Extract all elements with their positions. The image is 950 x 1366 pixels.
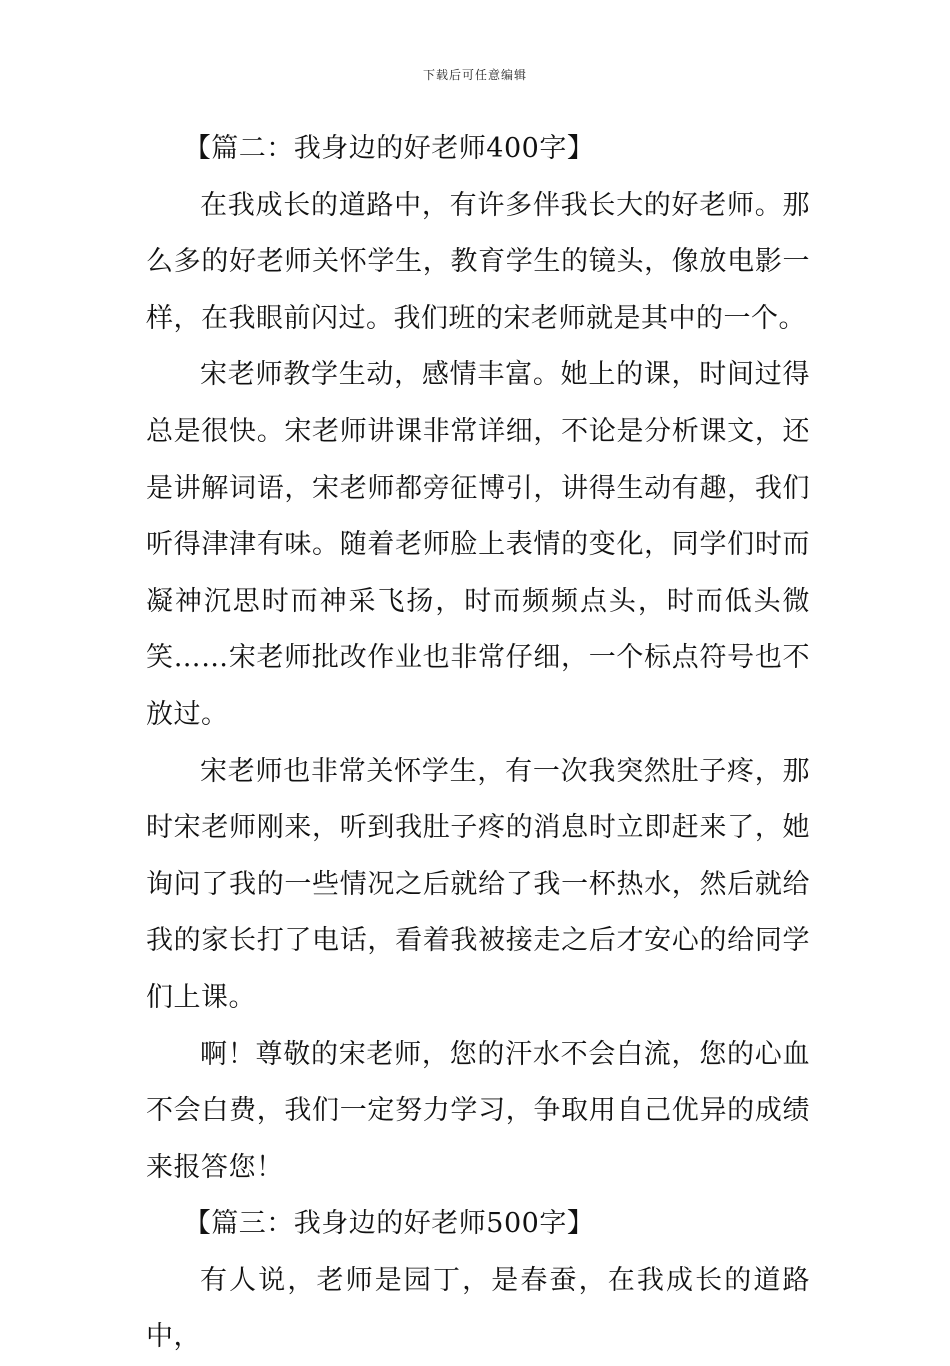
paragraph: 宋老师教学生动，感情丰富。她上的课，时间过得总是很快。宋老师讲课非常详细，不论是分析课文，还是讲解词语，宋老师都旁征博引，讲得生动有趣，我们听得津津有味。随着老师脸上表情的变化，同学们时而凝神沉思时而神采飞扬，时而频频点头，时而低头微笑……宋老师批改作业也非常仔细，一个标点符号也不放过。: [146, 359, 810, 730]
paragraph: 啊！尊敬的宋老师，您的汗水不会白流，您的心血不会白费，我们一定努力学习，争取用自己优异的成绩来报答您！: [146, 1038, 810, 1183]
paragraph: 在我成长的道路中，有许多伴我长大的好老师。那么多的好老师关怀学生，教育学生的镜头，像放电影一样，在我眼前闪过。我们班的宋老师就是其中的一个。: [146, 189, 810, 334]
paragraph: 有人说，老师是园丁，是春蚕，在我成长的道路中，: [146, 1264, 810, 1353]
paragraph: 宋老师也非常关怀学生，有一次我突然肚子疼，那时宋老师刚来，听到我肚子疼的消息时立即赶来了，她询问了我的一些情况之后就给了我一杯热水，然后就给我的家长打了电话，看着我被接走之后才安心的给同学们上课。: [146, 755, 810, 1013]
section-heading: 【篇三：我身边的好老师500字】: [183, 1208, 595, 1240]
essay-body: [146, 121, 810, 1366]
page-header: 下载后可任意编辑: [422, 68, 527, 82]
section-heading: 【篇二：我身边的好老师400字】: [183, 133, 595, 164]
